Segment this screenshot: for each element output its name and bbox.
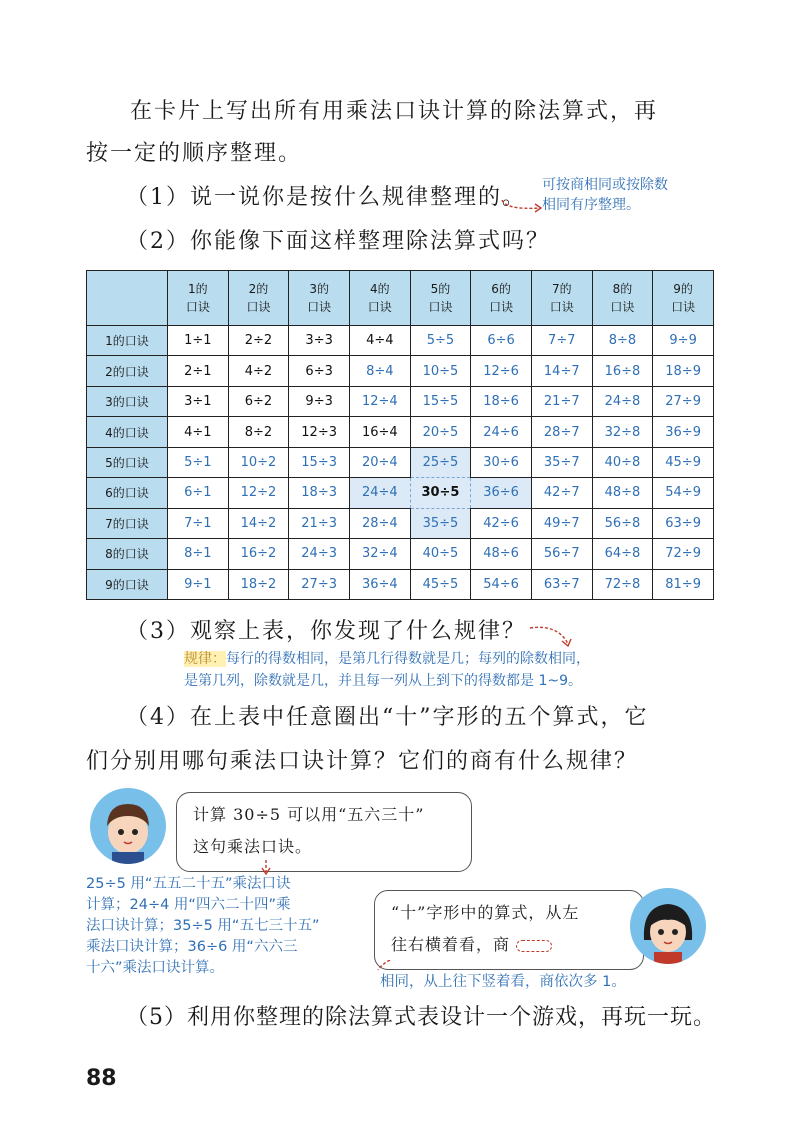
question-3: （3）观察上表，你发现了什么规律？ bbox=[126, 619, 526, 644]
table-cell: 5÷1 bbox=[168, 447, 229, 477]
table-cell: 24÷4 bbox=[349, 478, 410, 508]
table-cell: 64÷8 bbox=[592, 539, 653, 569]
table-cell: 8÷8 bbox=[592, 326, 653, 356]
division-table bbox=[86, 270, 714, 600]
table-cell: 45÷5 bbox=[410, 569, 471, 600]
intro-line-1: 在卡片上写出所有用乘法口诀计算的除法算式，再 bbox=[130, 99, 659, 124]
table-cell: 6÷2 bbox=[228, 386, 289, 416]
row-header: 8的口诀 bbox=[87, 539, 168, 569]
q1-answer-line-1: 可按商相同或按除数 bbox=[542, 177, 668, 193]
row-header: 1的口诀 bbox=[87, 326, 168, 356]
table-cell: 32÷4 bbox=[349, 539, 410, 569]
table-cell: 36÷4 bbox=[349, 569, 410, 600]
table-row bbox=[87, 478, 714, 508]
answer-line-4: 乘法口诀计算；36÷6 用“六六三 bbox=[86, 939, 298, 955]
answer-line-1: 25÷5 用“五五二十五”乘法口诀 bbox=[86, 876, 291, 892]
row-header: 4的口诀 bbox=[87, 417, 168, 447]
table-cell: 16÷8 bbox=[592, 356, 653, 386]
row-header: 3的口诀 bbox=[87, 386, 168, 416]
column-header-line-1: 8的 bbox=[612, 282, 633, 296]
column-header-line-1: 5的 bbox=[430, 282, 451, 296]
boy-speech-bubble bbox=[176, 792, 472, 872]
table-row bbox=[87, 508, 714, 538]
q3-arrow-icon bbox=[528, 624, 576, 650]
table-cell: 30÷6 bbox=[471, 447, 532, 477]
column-header bbox=[349, 271, 410, 326]
column-header bbox=[168, 271, 229, 326]
table-cell: 4÷1 bbox=[168, 417, 229, 447]
table-row bbox=[87, 386, 714, 416]
q1-answer-line-2: 相同有序整理。 bbox=[542, 197, 640, 213]
boy-bubble-line-2: 这句乘法口诀。 bbox=[193, 837, 313, 856]
table-cell: 3÷3 bbox=[289, 326, 350, 356]
table-body bbox=[87, 326, 714, 600]
table-cell: 36÷6 bbox=[471, 478, 532, 508]
table-cell: 81÷9 bbox=[653, 569, 714, 600]
table-cell: 24÷6 bbox=[471, 417, 532, 447]
table-row bbox=[87, 569, 714, 600]
table-header-row bbox=[87, 271, 714, 326]
row-header: 7的口诀 bbox=[87, 508, 168, 538]
column-header bbox=[592, 271, 653, 326]
table-cell: 9÷3 bbox=[289, 386, 350, 416]
q1-arrow-icon bbox=[500, 196, 546, 216]
column-header-line-1: 7的 bbox=[551, 282, 572, 296]
column-header-line-2: 口诀 bbox=[610, 300, 635, 314]
table-cell: 5÷5 bbox=[410, 326, 471, 356]
question-5: （5）利用你整理的除法算式表设计一个游戏，再玩一玩。 bbox=[126, 1005, 716, 1030]
table-cell: 54÷9 bbox=[653, 478, 714, 508]
table-cell: 20÷5 bbox=[410, 417, 471, 447]
girl-bubble-line-1: “十”字形中的算式，从左 bbox=[391, 903, 580, 922]
table-cell: 27÷3 bbox=[289, 569, 350, 600]
table-cell: 56÷7 bbox=[531, 539, 592, 569]
rule-line-1 bbox=[184, 648, 590, 668]
girl-answer: 相同，从上往下竖着看，商依次多 1。 bbox=[380, 974, 626, 990]
table-cell: 15÷5 bbox=[410, 386, 471, 416]
table-cell: 21÷7 bbox=[531, 386, 592, 416]
table-row bbox=[87, 356, 714, 386]
table-cell: 35÷5 bbox=[410, 508, 471, 538]
table-cell: 45÷9 bbox=[653, 447, 714, 477]
table-cell: 12÷3 bbox=[289, 417, 350, 447]
rule-text-1: 每行的得数相同，是第几行得数就是几；每列的除数相同， bbox=[226, 651, 590, 667]
table-cell: 12÷2 bbox=[228, 478, 289, 508]
column-header-line-2: 口诀 bbox=[246, 300, 271, 314]
column-header bbox=[289, 271, 350, 326]
column-header-line-1: 2的 bbox=[248, 282, 269, 296]
rule-label: 规律： bbox=[184, 651, 226, 667]
row-header: 2的口诀 bbox=[87, 356, 168, 386]
table-cell: 18÷3 bbox=[289, 478, 350, 508]
rule-line-2: 是第几列，除数就是几，并且每一列从上到下的得数都是 1~9。 bbox=[184, 673, 582, 689]
table-cell: 3÷1 bbox=[168, 386, 229, 416]
table-cell: 14÷7 bbox=[531, 356, 592, 386]
table-cell: 27÷9 bbox=[653, 386, 714, 416]
table-cell: 72÷9 bbox=[653, 539, 714, 569]
column-header-line-2: 口诀 bbox=[428, 300, 453, 314]
table-row bbox=[87, 447, 714, 477]
column-header-line-2: 口诀 bbox=[489, 300, 514, 314]
table-cell: 9÷1 bbox=[168, 569, 229, 600]
column-header-line-2: 口诀 bbox=[549, 300, 574, 314]
column-header-line-2: 口诀 bbox=[671, 300, 696, 314]
table-cell: 14÷2 bbox=[228, 508, 289, 538]
table-cell: 15÷3 bbox=[289, 447, 350, 477]
table-cell: 4÷2 bbox=[228, 356, 289, 386]
table-cell: 25÷5 bbox=[410, 447, 471, 477]
blank-ellipse-icon bbox=[516, 940, 552, 952]
table-cell: 36÷9 bbox=[653, 417, 714, 447]
girl-face-icon bbox=[630, 888, 706, 964]
table-cell: 24÷3 bbox=[289, 539, 350, 569]
table-cell: 28÷4 bbox=[349, 508, 410, 538]
girl-bubble-text-2: 往右横着看，商 bbox=[391, 935, 511, 954]
table-cell: 10÷5 bbox=[410, 356, 471, 386]
answer-line-3: 法口诀计算；35÷5 用“五七三十五” bbox=[86, 918, 320, 934]
answer-line-5: 十六”乘法口诀计算。 bbox=[86, 960, 225, 976]
row-header: 6的口诀 bbox=[87, 478, 168, 508]
table-cell: 12÷6 bbox=[471, 356, 532, 386]
column-header-line-2: 口诀 bbox=[307, 300, 332, 314]
table-cell: 32÷8 bbox=[592, 417, 653, 447]
table-cell: 6÷3 bbox=[289, 356, 350, 386]
question-1: （1）说一说你是按什么规律整理的。 bbox=[126, 185, 526, 210]
intro-line-2: 按一定的顺序整理。 bbox=[86, 141, 303, 166]
column-header bbox=[410, 271, 471, 326]
table-cell: 63÷9 bbox=[653, 508, 714, 538]
column-header bbox=[653, 271, 714, 326]
table-cell: 7÷7 bbox=[531, 326, 592, 356]
column-header bbox=[471, 271, 532, 326]
table-cell: 28÷7 bbox=[531, 417, 592, 447]
table-cell: 10÷2 bbox=[228, 447, 289, 477]
column-header bbox=[531, 271, 592, 326]
table-cell: 40÷8 bbox=[592, 447, 653, 477]
column-header-line-2: 口诀 bbox=[367, 300, 392, 314]
answer-line-2: 计算；24÷4 用“四六二十四”乘 bbox=[86, 897, 291, 913]
table-cell: 54÷6 bbox=[471, 569, 532, 600]
table-cell: 72÷8 bbox=[592, 569, 653, 600]
table-cell: 48÷6 bbox=[471, 539, 532, 569]
column-header-line-1: 3的 bbox=[309, 282, 329, 296]
table-cell: 21÷3 bbox=[289, 508, 350, 538]
girl-bubble-line-2 bbox=[391, 929, 627, 961]
q4-answer bbox=[86, 874, 319, 979]
table-cell: 18÷9 bbox=[653, 356, 714, 386]
table-cell: 8÷2 bbox=[228, 417, 289, 447]
girl-avatar bbox=[630, 888, 706, 964]
table-cell: 16÷4 bbox=[349, 417, 410, 447]
table-cell: 30÷5 bbox=[410, 478, 471, 508]
table-cell: 9÷9 bbox=[653, 326, 714, 356]
boy-avatar bbox=[90, 788, 166, 864]
table-cell: 24÷8 bbox=[592, 386, 653, 416]
table-cell: 2÷1 bbox=[168, 356, 229, 386]
question-4-line-1: （4）在上表中任意圈出“十”字形的五个算式，它 bbox=[126, 705, 649, 730]
column-header-line-1: 9的 bbox=[673, 282, 693, 296]
table-corner-cell bbox=[87, 271, 168, 326]
row-header: 9的口诀 bbox=[87, 569, 168, 600]
table-row bbox=[87, 539, 714, 569]
table-cell: 20÷4 bbox=[349, 447, 410, 477]
table-cell: 6÷1 bbox=[168, 478, 229, 508]
column-header-line-1: 4的 bbox=[369, 282, 390, 296]
table-cell: 42÷6 bbox=[471, 508, 532, 538]
table-cell: 7÷1 bbox=[168, 508, 229, 538]
table-cell: 8÷4 bbox=[349, 356, 410, 386]
page-number: 88 bbox=[86, 1066, 117, 1091]
table-cell: 16÷2 bbox=[228, 539, 289, 569]
table-cell: 63÷7 bbox=[531, 569, 592, 600]
table-cell: 35÷7 bbox=[531, 447, 592, 477]
table-cell: 6÷6 bbox=[471, 326, 532, 356]
table-cell: 56÷8 bbox=[592, 508, 653, 538]
column-header bbox=[228, 271, 289, 326]
column-header-line-2: 口诀 bbox=[185, 300, 210, 314]
girl-speech-bubble bbox=[374, 890, 644, 970]
question-2: （2）你能像下面这样整理除法算式吗？ bbox=[126, 229, 550, 254]
table-row bbox=[87, 326, 714, 356]
table-cell: 12÷4 bbox=[349, 386, 410, 416]
question-4-line-2: 们分别用哪句乘法口诀计算？它们的商有什么规律？ bbox=[86, 749, 639, 774]
boy-bubble-line-1: 计算 30÷5 可以用“五六三十” bbox=[193, 805, 425, 824]
table-cell: 1÷1 bbox=[168, 326, 229, 356]
table-cell: 2÷2 bbox=[228, 326, 289, 356]
table-cell: 48÷8 bbox=[592, 478, 653, 508]
table-cell: 4÷4 bbox=[349, 326, 410, 356]
table-cell: 49÷7 bbox=[531, 508, 592, 538]
table-row bbox=[87, 417, 714, 447]
boy-face-icon bbox=[90, 788, 166, 864]
table-cell: 42÷7 bbox=[531, 478, 592, 508]
table-cell: 40÷5 bbox=[410, 539, 471, 569]
table-cell: 8÷1 bbox=[168, 539, 229, 569]
column-header-line-1: 1的 bbox=[188, 282, 208, 296]
table-cell: 18÷2 bbox=[228, 569, 289, 600]
column-header-line-1: 6的 bbox=[491, 282, 511, 296]
row-header: 5的口诀 bbox=[87, 447, 168, 477]
table-cell: 18÷6 bbox=[471, 386, 532, 416]
